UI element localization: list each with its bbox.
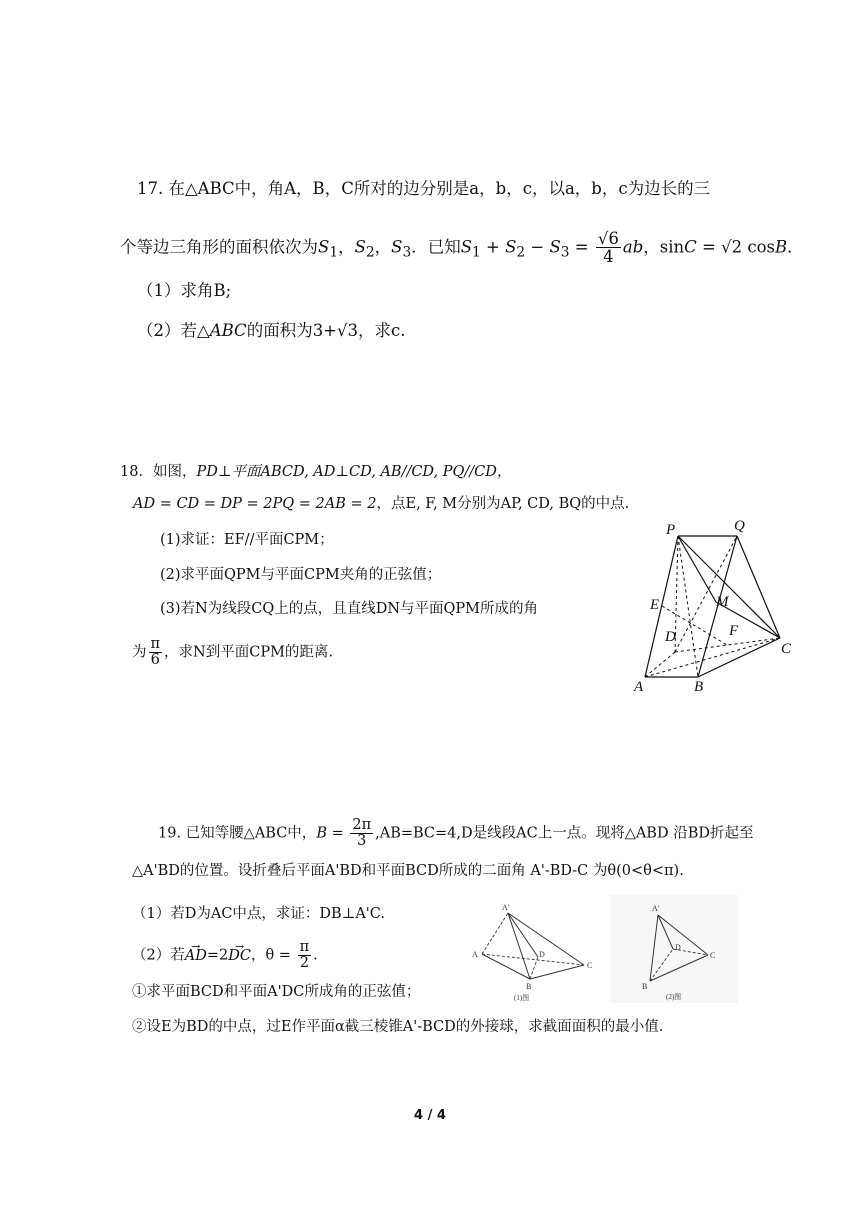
fig2-label-A-prime: A' [652,904,660,913]
label-E: E [650,597,660,613]
q17-area-value: 3+√3 [312,321,359,340]
q17-line1: 17. 在△ABC中，角A，B，C所对的边分别是a，b，c，以a，b，c为边长的三 [137,179,711,198]
fig1-label-A-prime: A' [502,903,510,912]
q18-part3-b: 为 $\frac{\pi}{6}$ ，求N到平面CPM的距离. [132,636,334,669]
q17-line2: 个等边三角形的面积依次为$S_1$，$S_2$，$S_3$．已知$S_1 + S_2 - S_3$ = $\frac{√6}{4}$ ab，sinC = √2 cosB． [120,229,804,267]
q19-figure1 [466,897,616,1005]
label-C: C [781,641,792,657]
fig1-label-A: A [472,950,478,959]
vector-AD: → AD [185,948,207,964]
fig1-label-D: D [539,950,545,959]
label-F: F [729,623,739,639]
label-B: B [694,679,704,695]
q19-part1: （1）若D为AC中点，求证：DB⊥A'C. [132,906,385,922]
fig1-caption: (1)图 [514,994,530,1002]
q18-conditions: PD⊥平面ABCD, AD⊥CD, AB//CD, PQ//CD， [196,464,512,480]
q18-line2: AD = CD = DP = 2PQ = 2AB = 2，点E, F, M分别为AP, CD, BQ的中点. [133,496,630,512]
fig2-label-C: C [710,951,716,960]
fig2-caption: (2)图 [666,993,682,1001]
q18-fraction: $\frac{\pi}{6}$ [150,636,161,669]
q17-part2: （2）若△ABC的面积为3+√3，求c. [137,321,406,340]
fig1-label-B: B [526,982,532,991]
q17-fraction: $\frac{√6}{4}$ [597,229,619,267]
q19-line1: 19. 已知等腰△ABC中，B = $\frac{2\pi}{3}$ ,AB=BC=4,D是线段AC上一点。现将△ABD 沿BD折起至 [158,817,754,850]
q18-part2: (2)求平面QPM与平面CPM夹角的正弦值； [160,567,442,583]
q17-part1: （1）求角B; [137,281,232,300]
label-A: A [634,679,644,695]
q19-line2: △A'BD的位置。设折叠后平面A'BD和平面BCD所成的二面角 A'-BD-C 为θ(0<θ<π). [132,863,684,879]
q19-sub2: ②设E为BD的中点，过E作平面α截三棱锥A'-BCD的外接球，求截面面积的最小值. [132,1019,664,1035]
label-M: M [716,594,729,610]
q19-angle-fraction: $\frac{2\pi}{3}$ [352,817,372,850]
q19-theta-fraction: $\frac{\pi}{2}$ [299,939,310,972]
q19-figure2 [610,897,738,1005]
q18-part1: (1)求证：EF//平面CPM； [160,532,334,548]
label-P: P [666,522,676,538]
q19-part2: （2）若→ AD=2→ DC，θ = $\frac{\pi}{2}$ . [132,940,318,971]
q18-lengths: AD = CD = DP = 2PQ = 2AB = 2 [133,496,377,512]
label-D: D [665,629,676,645]
q17-line2-prefix: 个等边三角形的面积依次为 [120,237,318,257]
fig1-label-C: C [587,961,593,970]
vector-DC: → DC [228,948,251,964]
label-Q: Q [734,518,745,534]
q18-part3-a: (3)若N为线段CQ上的点，且直线DN与平面QPM所成的角 [160,601,539,617]
q18-line1: 18．如图，PD⊥平面ABCD, AD⊥CD, AB//CD, PQ//CD， [120,464,512,480]
q19-sub1: ①求平面BCD和平面A'DC所成角的正弦值； [132,984,421,1000]
fig2-label-B: B [642,982,648,991]
q17-line2-middle: ．已知 [411,237,461,257]
q18-figure [630,510,800,700]
page-number: 4 / 4 [414,1108,446,1123]
fig2-label-D: D [675,943,681,952]
